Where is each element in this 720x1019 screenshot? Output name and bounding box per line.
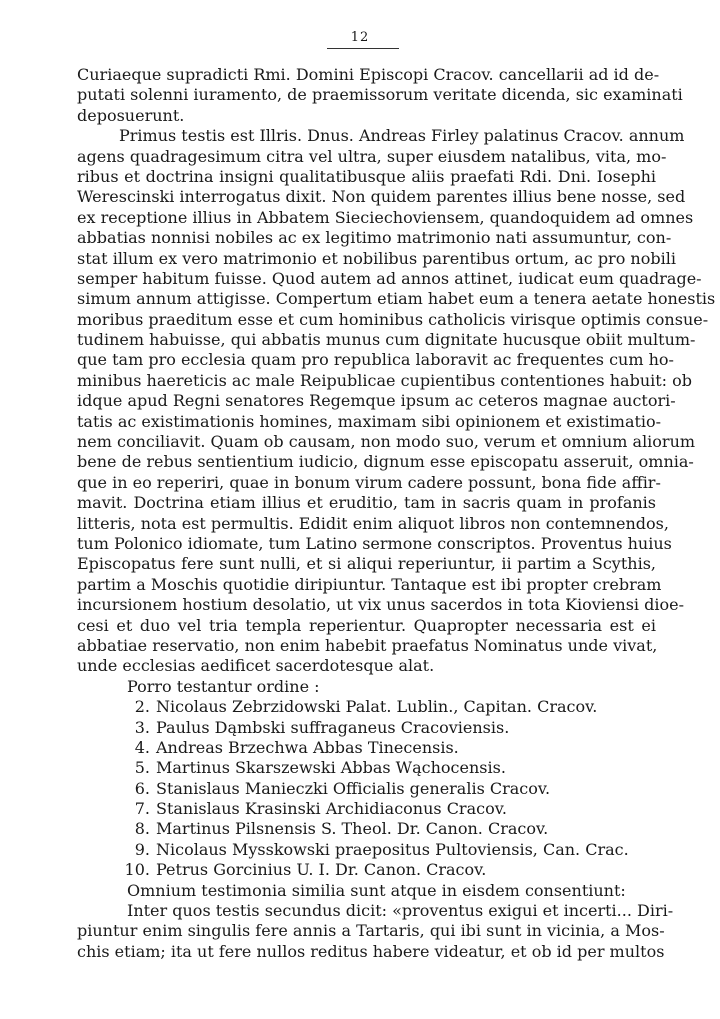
paragraph-3 [77, 901, 674, 962]
text-line: mavit. Doctrina etiam illius et eruditio, tam in sacris quam in profanis [77, 493, 656, 513]
paragraph-1 [77, 65, 683, 126]
text-line: agens quadragesimum citra vel ultra, super eiusdem natalibus, vita, mo- [77, 146, 667, 166]
text-line: simum annum attigisse. Compertum etiam habet eum a tenera aetate honestis [77, 289, 716, 309]
list-text: Stanislaus Krasinski Archidiaconus Cracov. [156, 799, 507, 819]
list-number: 4. [134, 737, 150, 757]
list-text: Nicolaus Zebrzidowski Palat. Lublin., Capitan. Cracov. [156, 697, 598, 717]
text-line: minibus haereticis ac male Reipublicae cupientibus contentiones habuit: ob [77, 370, 693, 390]
list-text: Stanislaus Manieczki Officialis generalis Cracov. [156, 778, 551, 798]
list-text: Nicolaus Mysskowski praepositus Pultoviensis, Can. Crac. [156, 839, 629, 859]
text-line: tum Polonico idiomate, tum Latino sermone conscriptos. Proventus huius [77, 533, 672, 553]
list-number: 10. [124, 860, 150, 880]
text-line: moribus praeditum esse et cum hominibus catholicis virisque optimis consue- [77, 309, 709, 329]
text-line: Curiaeque supradicti Rmi. Domini Episcopi Cracov. cancellarii ad id de- [77, 65, 660, 84]
text-line: Episcopatus fere sunt nulli, et si aliqui reperiuntur, ii partim a Scythis, [77, 554, 656, 574]
list-text: Andreas Brzechwa Abbas Tinecensis. [156, 737, 459, 757]
text-line: abbatiae reservatio, non enim habebit praefatus Nominatus unde vivat, [77, 635, 658, 655]
list-item [77, 799, 656, 819]
text-line: incursionem hostium desolatio, ut vix unus sacerdos in tota Kioviensi dioe- [77, 595, 684, 615]
list-item [77, 819, 656, 839]
text-line: tudinem habuisse, qui abbatis munus cum dignitate hucusque obiit multum- [77, 330, 696, 350]
text-line: ex receptione illius in Abbatem Sieciechoviensem, quandoquidem ad omnes [77, 207, 694, 227]
witnesses-intro: Porro testantur ordine : [127, 676, 320, 696]
list-text: Paulus Dąmbski suffraganeus Cracoviensis. [156, 717, 510, 737]
list-item [77, 840, 656, 860]
text-line: Werescinski interrogatus dixit. Non quidem parentes illius bene nosse, sed [77, 187, 686, 207]
list-item [77, 718, 656, 738]
list-number: 8. [134, 819, 150, 839]
text-line: abbatias nonnisi nobiles ac ex legitimo matrimonio nati assumuntur, con- [77, 228, 672, 248]
list-number: 7. [134, 799, 150, 819]
text-line: Primus testis est Illris. Dnus. Andreas Firley palatinus Cracov. annum [119, 126, 685, 146]
list-item [77, 738, 656, 758]
list-text: Martinus Skarszewski Abbas Wąchocensis. [156, 758, 506, 778]
text-line: chis etiam; ita ut fere nullos reditus habere videatur, et ob id per multos [77, 941, 665, 961]
text-line: tatis ac existimationis homines, maximam sibi opinionem et existimatio- [77, 411, 662, 431]
text-line: unde ecclesias aedificet sacerdotesque alat. [77, 656, 435, 676]
header-rule [327, 48, 399, 49]
list-item [77, 758, 656, 778]
list-item [77, 860, 656, 880]
text-line: Inter quos testis secundus dicit: «proventus exigui et incerti... Diri- [127, 901, 674, 921]
list-text: Petrus Gorcinius U. I. Dr. Canon. Cracov. [156, 860, 487, 880]
page-number: 12 [350, 30, 370, 45]
list-number: 9. [134, 839, 150, 859]
consensus-line: Omnium testimonia similia sunt atque in eisdem consentiunt: [127, 880, 626, 900]
document-body [77, 65, 716, 962]
list-item [77, 779, 656, 799]
text-line: nem conciliavit. Quam ob causam, non modo suo, verum et omnium aliorum [77, 432, 696, 452]
text-line: deposuerunt. [77, 105, 185, 125]
text-line: semper habitum fuisse. Quod autem ad annos attinet, iudicat eum quadrage- [77, 268, 702, 288]
witness-list [77, 697, 656, 881]
list-text: Martinus Pilsnensis S. Theol. Dr. Canon. Cracov. [156, 819, 549, 839]
list-number: 2. [134, 697, 150, 717]
text-line: que in eo reperiri, quae in bonum virum cadere possunt, bona fide affir- [77, 472, 661, 492]
text-line: bene de rebus sentientium iudicio, dignum esse episcopatu asseruit, omnia- [77, 452, 694, 472]
paragraph-2 [77, 126, 716, 677]
text-line: stat illum ex vero matrimonio et nobilibus parentibus ortum, ac pro nobili [77, 248, 676, 268]
text-line: ribus et doctrina insigni qualitatibusque aliis praefati Rdi. Dni. Iosephi [77, 166, 656, 186]
text-line: partim a Moschis quotidie diripiuntur. Tantaque est ibi propter crebram [77, 574, 662, 594]
list-item [77, 697, 656, 717]
text-line: que tam pro ecclesia quam pro republica laboravit ac frequentes cum ho- [77, 350, 674, 370]
text-line: cesi et duo vel tria templa reperientur. Quapropter necessaria est ei [77, 615, 656, 635]
list-number: 6. [134, 778, 150, 798]
text-line: litteris, nota est permultis. Edidit enim aliquot libros non contemnendos, [77, 513, 669, 533]
text-line: piuntur enim singulis fere annis a Tartaris, qui ibi sunt in vicinia, a Mos- [77, 921, 665, 941]
list-number: 5. [134, 758, 150, 778]
list-number: 3. [134, 717, 150, 737]
text-line: putati solenni iuramento, de praemissorum veritate dicenda, sic examinati [77, 85, 683, 105]
text-line: idque apud Regni senatores Regemque ipsum ac ceteros magnae auctori- [77, 391, 676, 411]
